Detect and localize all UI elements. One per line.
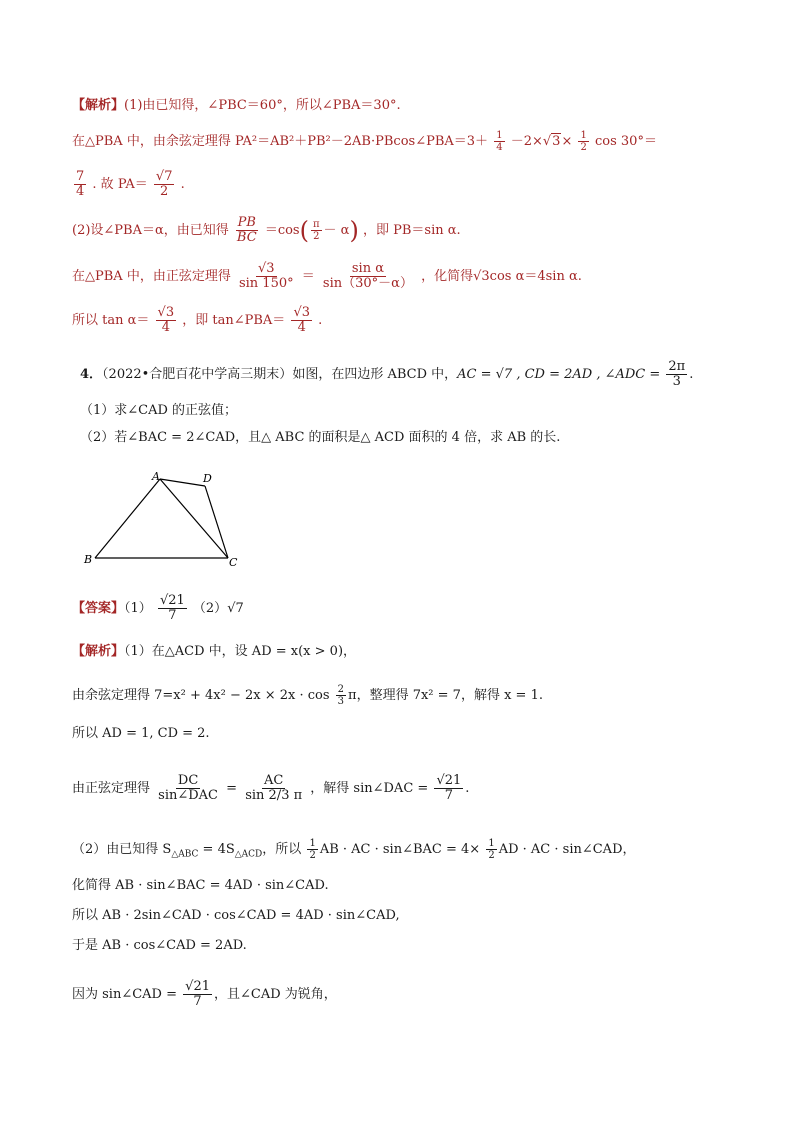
edge-ac [160, 479, 228, 558]
fraction: $\frac{2\pi}{3}$ [668, 359, 686, 389]
vertex-label-c: C [229, 556, 238, 569]
question-number: 4． [80, 367, 103, 382]
sol3-line-5: 在△PBA 中，由正弦定理得 $\frac{√3}{\sin 150^\circ}$ ＝ $\frac{\text{sin α}}{\sin(30^\circ-\alpha)}$ ，化简得√3cos α＝4sin α. [72, 261, 582, 291]
paren: ) [349, 216, 359, 245]
fraction: $\frac{1}{2}$ [309, 838, 316, 861]
fraction: $\frac{AC}{\sin 2/3 \pi}$ [245, 773, 303, 803]
sol4-line-3: 所以 AD = 1, CD = 2. [72, 726, 210, 741]
fraction: $\frac{√3}{4}$ [293, 305, 311, 335]
sol4-line-5: （2）由已知得 $S_{\triangle ABC} = 4S_{\triangle ACD}$，所以 $\frac{1}{2}$ AB · AC · sin∠BAC = 4× $\frac{1}{2}$ AD · AC · sin∠CAD， [72, 838, 636, 861]
solution-tag: 【解析】 [72, 644, 125, 659]
sol4-line-4: 由正弦定理得 $\frac{DC}{\text{sin∠DAC}}$ = $\frac{AC}{\sin 2/3 \pi}$ ，解得 sin∠DAC = $\frac{√21}{7}$ . [72, 773, 470, 803]
vertex-label-a: A [152, 470, 160, 483]
vertex-label-d: D [203, 472, 212, 485]
sol4-line-9: 因为 sin∠CAD = $\frac{√21}{7}$ ，且∠CAD 为锐角， [72, 979, 337, 1009]
sol3-line-4: (2)设∠PBA＝α，由已知得 $\frac{PB}{BC}$ ＝cos( $\frac{\pi}{2}$ － α) ，即 PB＝sin α. [72, 215, 461, 245]
fraction: $\frac{√3}{4}$ [157, 305, 175, 335]
sol3-line-6: 所以 tan α＝ $\frac{√3}{4}$ ，即 tan∠PBA＝ $\frac{√3}{4}$ . [72, 305, 323, 335]
sol4-line-8: 于是 AB · cos∠CAD = 2AD. [72, 938, 247, 953]
fraction: $\frac{√7}{2}$ [155, 169, 173, 199]
sol3-line-1: 【解析】(1)由已知得，∠PBC＝60°，所以∠PBA＝30°. [72, 98, 401, 113]
fraction: $\frac{1}{2}$ [488, 838, 495, 861]
fraction: $\frac{PB}{BC}$ [236, 215, 257, 245]
fraction: $\frac{\pi}{2}$ [312, 219, 320, 242]
fraction: $\frac{2}{3}$ [337, 684, 345, 707]
solution-tag: 【解析】 [72, 98, 125, 113]
fraction: $\frac{1}{4}$ [496, 130, 503, 153]
answer-line: 【答案】（1） $\frac{√21}{7}$ （2）√7 [72, 593, 244, 623]
fraction: $\frac{√21}{7}$ [185, 979, 210, 1009]
fraction: $\frac{1}{2}$ [580, 130, 587, 153]
sol4-line-2: 由余弦定理得 7=x² + 4x² − 2x × 2x · cos $\frac{2}{3}$ π，整理得 7x² = 7，解得 x = 1. [72, 684, 543, 707]
answer-tag: 【答案】 [72, 601, 125, 616]
sol3-line-3: $\frac{7}{4}$ . 故 PA＝ $\frac{√7}{2}$ . [76, 169, 185, 199]
fraction: $\frac{DC}{\text{sin∠DAC}}$ [158, 773, 219, 803]
sol4-line-1: 【解析】（1）在△ACD 中，设 AD = x(x > 0)， [72, 644, 357, 659]
q4-sub1: （1）求∠CAD 的正弦值； [80, 403, 238, 418]
fraction: $\frac{√3}{\sin 150^\circ}$ [238, 261, 294, 291]
fraction: $\frac{√21}{7}$ [436, 773, 462, 803]
q4-stem: 4．（2022•合肥百花中学高三期末）如图，在四边形 ABCD 中，AC = √7 , CD = 2AD , ∠ADC = $\frac{2\pi}{3}$ . [80, 359, 694, 389]
q4-sub2: （2）若∠BAC = 2∠CAD，且△ ABC 的面积是△ ACD 面积的 4 倍，求 AB 的长. [80, 430, 561, 445]
fraction: $\frac{\text{sin α}}{\sin(30^\circ-\alpha)}$ [322, 261, 413, 291]
fraction: $\frac{√21}{7}$ [159, 593, 185, 623]
sqrt: √3 [542, 134, 561, 149]
edge-ab [95, 479, 160, 558]
sol3-line-2: 在△PBA 中，由余弦定理得 PA²＝AB²＋PB²－2AB·PBcos∠PBA＝3＋ $\frac{1}{4}$ －2×√3× $\frac{1}{2}$ cos 30°＝ [72, 130, 657, 153]
edge-ad [160, 479, 205, 486]
vertex-label-b: B [84, 553, 93, 566]
paren: ( [299, 216, 309, 245]
fraction: $\frac{7}{4}$ [76, 169, 85, 199]
sol4-line-6: 化简得 AB · sin∠BAC = 4AD · sin∠CAD. [72, 878, 329, 893]
quadrilateral-figure [80, 470, 250, 575]
sol4-line-7: 所以 AB · 2sin∠CAD · cos∠CAD = 4AD · sin∠CAD, [72, 908, 400, 923]
question-source: （2022•合肥百花中学高三期末） [102, 367, 293, 382]
edge-dc [205, 486, 228, 558]
